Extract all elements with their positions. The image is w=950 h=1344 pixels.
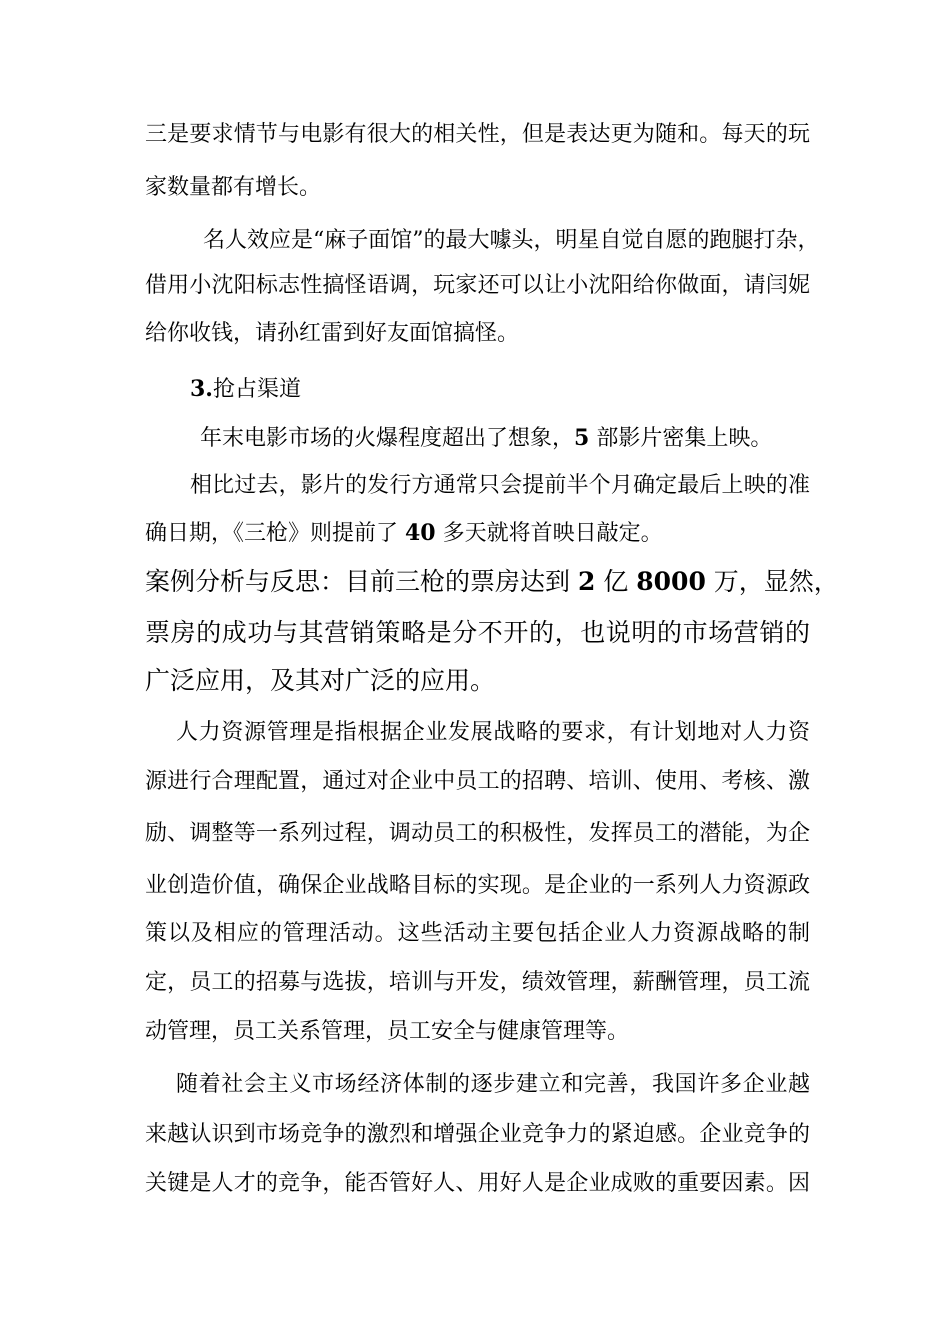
text-run: 案例分析与反思：目前三枪的票房达到 — [145, 567, 578, 596]
text-line: 人力资源管理是指根据企业发展战略的要求，有计划地对人力资 — [176, 720, 810, 745]
text-line: 策以及相应的管理活动。这些活动主要包括企业人力资源战略的制 — [145, 921, 810, 946]
text-line: 来越认识到市场竞争的激烈和增强企业竞争力的紧迫感。企业竞争的 — [145, 1122, 810, 1147]
text-line: 励、调整等一系列过程，调动员工的积极性，发挥员工的潜能，为企 — [145, 821, 810, 846]
text-number: 2 — [577, 567, 596, 596]
text-line: 定，员工的招募与选拔，培训与开发，绩效管理，薪酬管理，员工流 — [145, 970, 810, 995]
text-number: 40 — [405, 520, 436, 546]
heading-number: 3. — [190, 376, 213, 402]
text-line: 相比过去，影片的发行方通常只会提前半个月确定最后上映的准 — [190, 473, 810, 498]
text-line: 家数量都有增长。 — [145, 175, 322, 200]
text-run: 亿 — [595, 567, 637, 596]
text-line: 随着社会主义市场经济体制的逐步建立和完善，我国许多企业越 — [176, 1072, 810, 1097]
text-run: 部影片密集上映。 — [589, 426, 773, 451]
text-run: 万，显然， — [705, 567, 839, 596]
text-line — [145, 519, 810, 548]
text-line: 业创造价值，确保企业战略目标的实现。是企业的一系列人力资源政 — [145, 873, 810, 898]
text-line: 给你收钱，请孙红雷到好友面馆搞怪。 — [145, 321, 520, 346]
text-line: 三是要求情节与电影有很大的相关性，但是表达更为随和。每天的玩 — [145, 122, 810, 147]
text-run: 多天就将首映日敲定。 — [435, 521, 663, 546]
text-number: 5 — [574, 425, 590, 451]
text-line: 动管理，员工关系管理，员工安全与健康管理等。 — [145, 1019, 630, 1044]
text-run: 确日期，《三枪》则提前了 — [145, 521, 405, 546]
analysis-line — [145, 566, 839, 598]
analysis-line: 票房的成功与其营销策略是分不开的，也说明的市场营销的 — [145, 618, 810, 647]
text-number: 8000 — [636, 567, 706, 596]
text-line: 源进行合理配置，通过对企业中员工的招聘、培训、使用、考核、激 — [145, 769, 810, 794]
text-line: 关键是人才的竞争，能否管好人、用好人是企业成败的重要因素。因 — [145, 1171, 810, 1196]
analysis-line: 广泛应用，及其对广泛的应用。 — [145, 666, 496, 695]
heading-text: 抢占渠道 — [212, 377, 301, 402]
text-line: 借用小沈阳标志性搞怪语调，玩家还可以让小沈阳给你做面，请闫妮 — [145, 273, 810, 298]
text-line: 名人效应是“麻子面馆”的最大噱头，明星自觉自愿的跑腿打杂， — [203, 228, 820, 253]
text-line — [200, 424, 865, 453]
text-run: 年末电影市场的火爆程度超出了想象， — [200, 426, 575, 451]
section-heading — [190, 375, 855, 404]
